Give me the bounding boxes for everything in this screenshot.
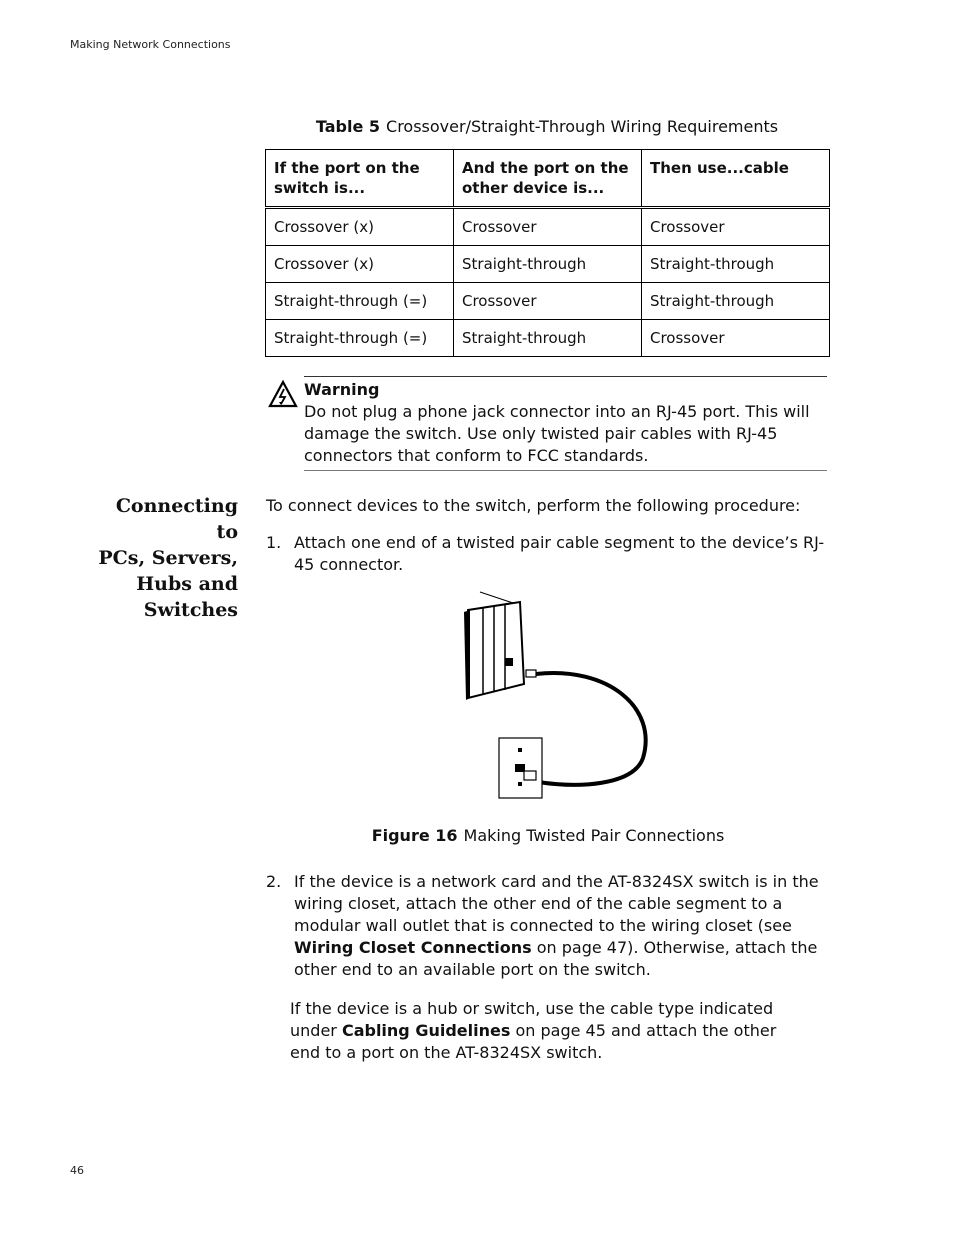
page-number: 46 — [70, 1164, 84, 1177]
table-caption-text: Crossover/Straight-Through Wiring Requirements — [386, 117, 779, 136]
table-caption-label: Table 5 — [315, 117, 381, 136]
table-cell: Straight-through — [642, 283, 830, 320]
table-cell: Crossover — [642, 208, 830, 246]
heading-line: Hubs and — [136, 573, 238, 595]
procedure-intro: To connect devices to the switch, perform the following procedure: — [266, 496, 801, 515]
table-cell: Crossover — [642, 320, 830, 357]
heading-line: PCs, Servers, — [98, 547, 238, 569]
figure-caption — [266, 826, 830, 845]
table-cell: Straight-through — [642, 246, 830, 283]
warning-text: Do not plug a phone jack connector into an RJ-45 port. This will damage the switch. Use only twisted pair cables with RJ-45 connectors that conform to FCC standards. — [304, 402, 810, 465]
warning-title: Warning — [304, 380, 380, 399]
table-cell: Straight-through — [454, 246, 642, 283]
heading-line: Switches — [143, 599, 238, 621]
wiring-requirements-table — [265, 149, 830, 357]
heading-line: Connecting to — [115, 495, 238, 543]
cabling-guidelines-link[interactable]: Cabling Guidelines — [341, 1021, 511, 1040]
table-cell: Crossover (x) — [266, 208, 454, 246]
electric-hazard-icon — [268, 380, 298, 408]
table-row — [266, 208, 830, 246]
step-text — [294, 871, 830, 981]
step-text: Attach one end of a twisted pair cable segment to the device’s RJ-45 connector. — [294, 533, 825, 574]
table-cell: Crossover — [454, 283, 642, 320]
step-text-part: If the device is a network card and the AT-8324SX switch is in the wiring closet, attach the other end of the cable segment to a modular wall outlet that is connected to the wiring closet (see — [294, 872, 819, 935]
step-number: 2. — [266, 872, 282, 891]
table-header-cell: Then use...cable — [642, 150, 830, 208]
procedure-step-1 — [266, 532, 830, 576]
warning-body — [304, 376, 827, 471]
table-cell: Crossover — [454, 208, 642, 246]
table-cell: Straight-through — [454, 320, 642, 357]
table-row — [266, 320, 830, 357]
table-cell: Straight-through (=) — [266, 283, 454, 320]
table-caption — [265, 117, 829, 136]
table-cell: Crossover (x) — [266, 246, 454, 283]
figure-caption-text: Making Twisted Pair Connections — [463, 826, 725, 845]
table-cell: Straight-through (=) — [266, 320, 454, 357]
running-header: Making Network Connections — [70, 38, 231, 51]
para-text-part: If the device is a hub or switch, use the cable type indicated under — [290, 999, 774, 1040]
wiring-closet-link[interactable]: Wiring Closet Connections — [294, 938, 532, 957]
table-row — [266, 246, 830, 283]
table-header-row — [266, 150, 830, 208]
para-text-part: on page 45 and attach the other end to a port on the AT-8324SX switch. — [290, 1021, 777, 1062]
twisted-pair-connection-figure — [458, 588, 658, 803]
table-header-cell: And the port on the other device is... — [454, 150, 642, 208]
procedure-step-2 — [266, 871, 830, 981]
figure-caption-label: Figure 16 — [371, 826, 458, 845]
hub-switch-paragraph — [290, 998, 810, 1064]
table-row — [266, 283, 830, 320]
section-heading — [90, 493, 238, 623]
step-number: 1. — [266, 533, 282, 552]
step-text-part: on page 47). Otherwise, attach the other end to an available port on the switch. — [294, 938, 818, 979]
table-header-cell: If the port on the switch is... — [266, 150, 454, 208]
